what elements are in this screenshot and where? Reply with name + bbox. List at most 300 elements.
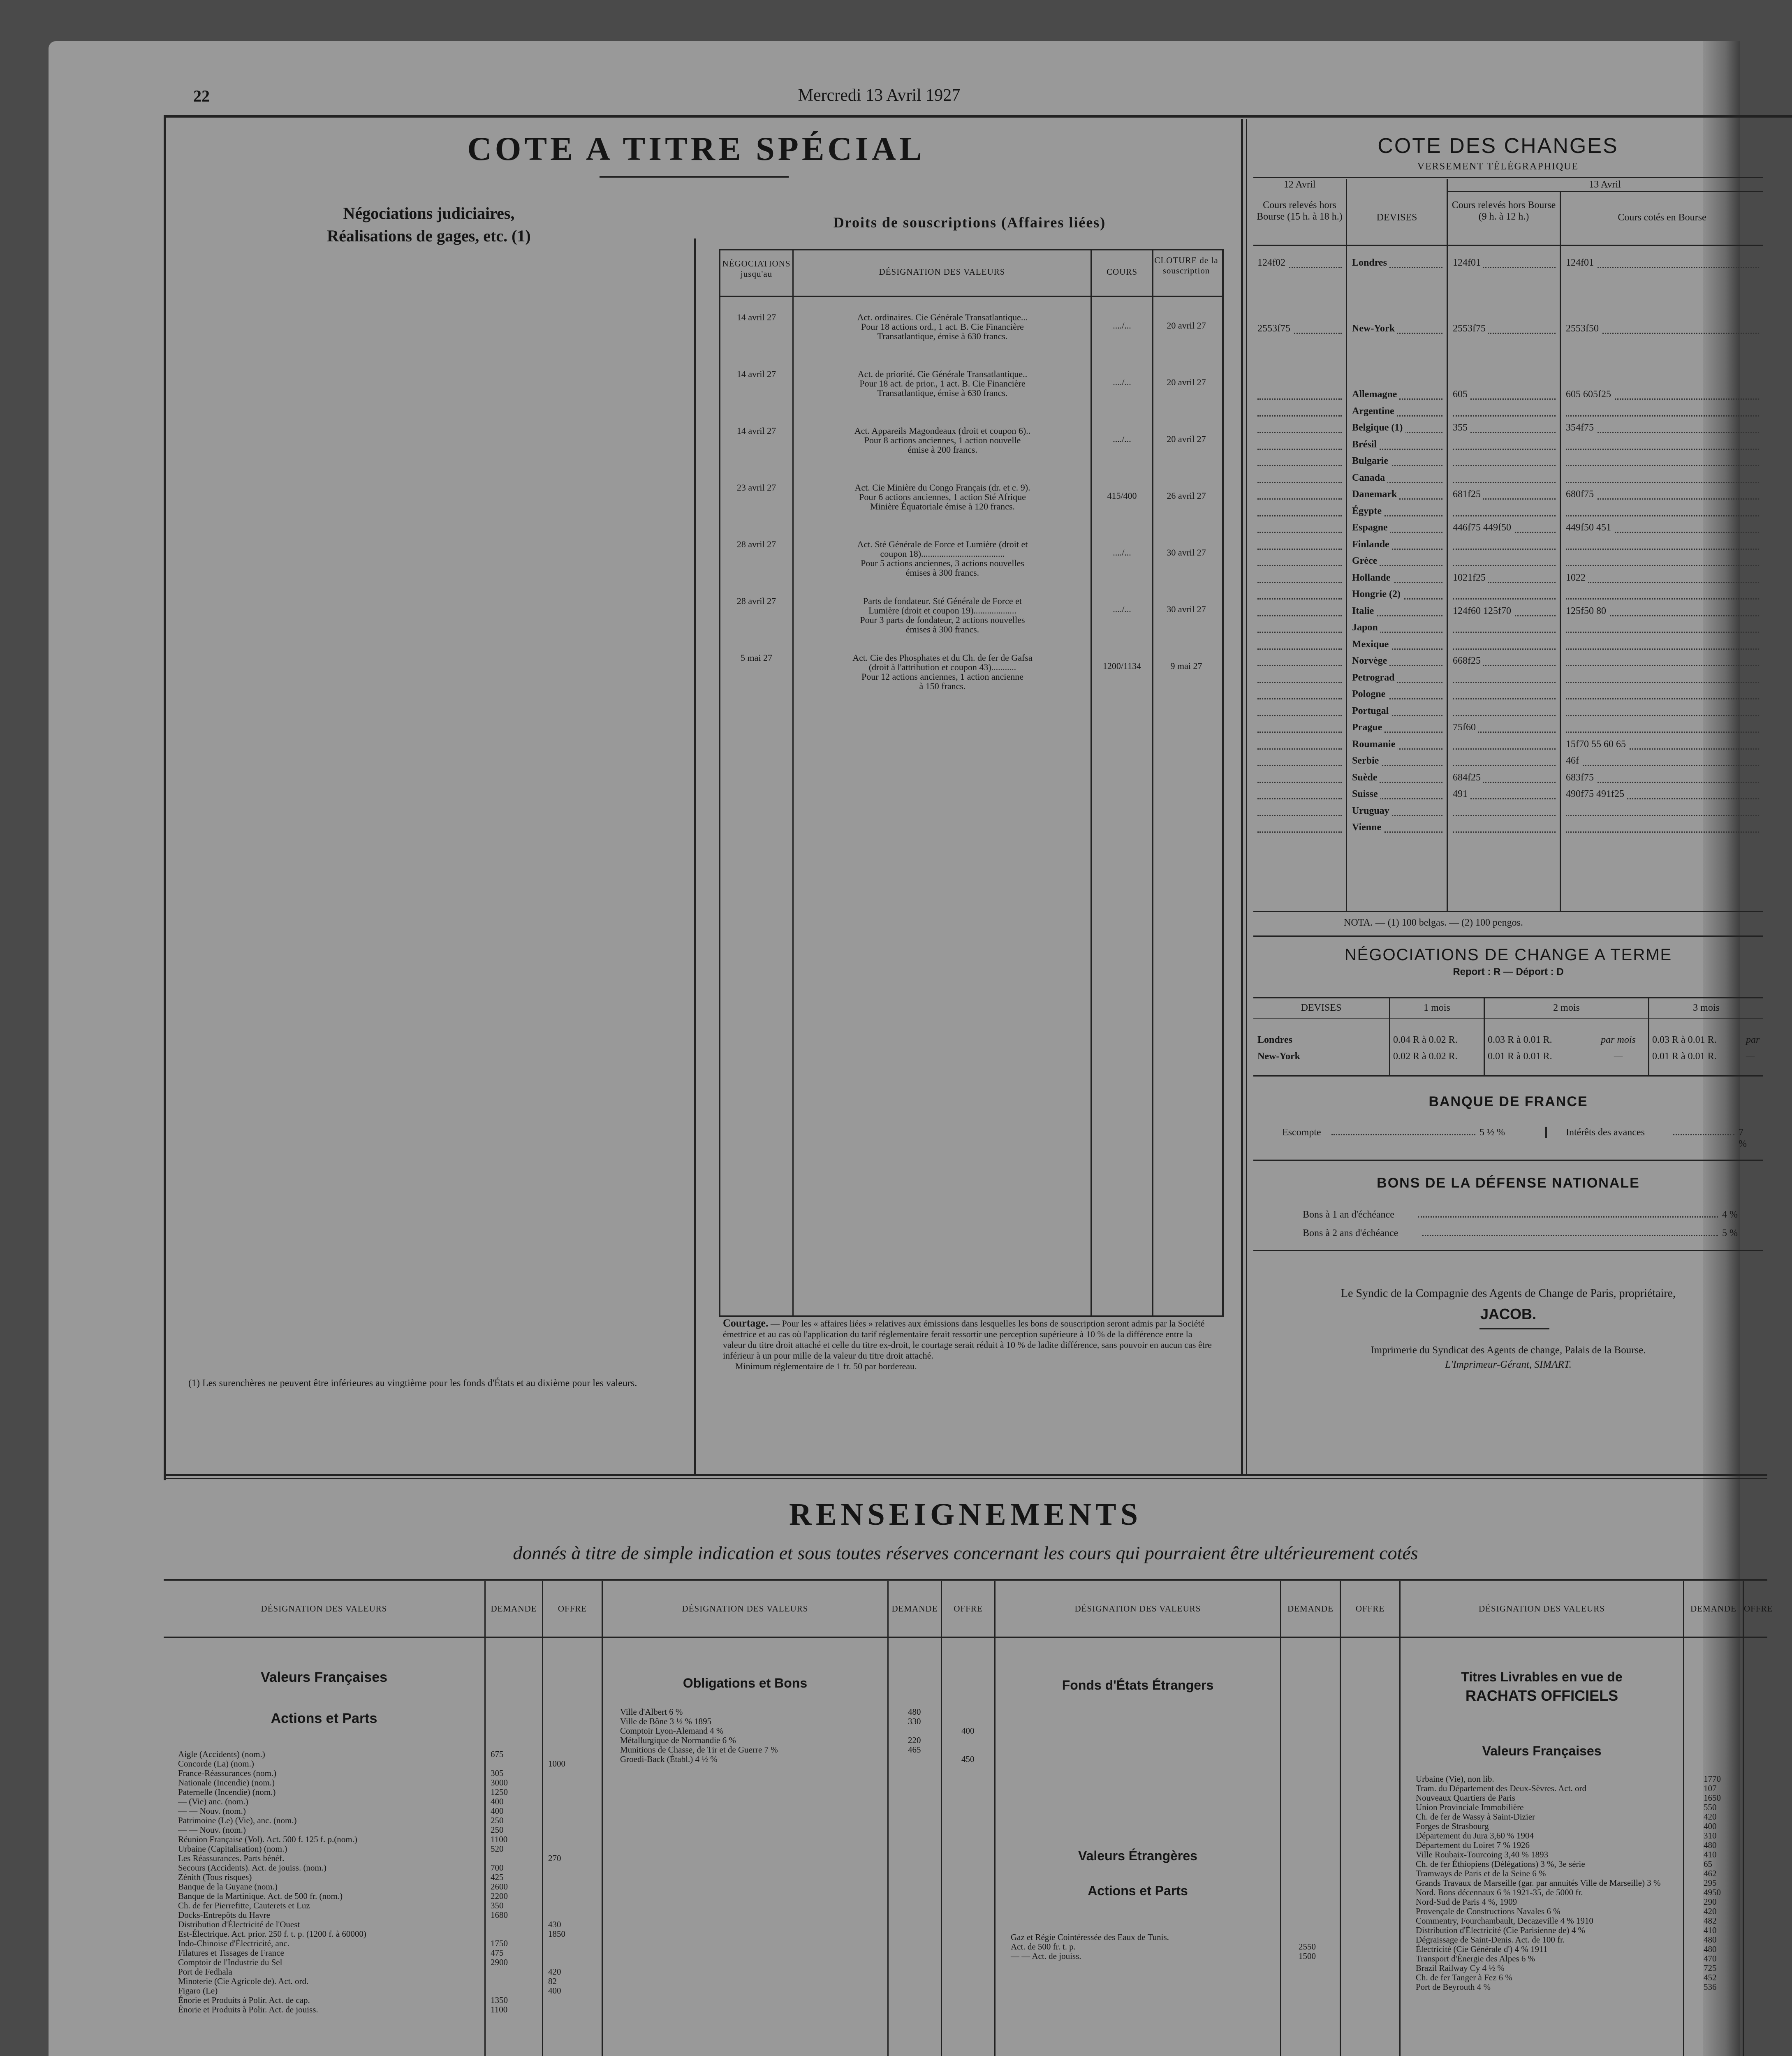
droits-row-line: Pour 3 parts de fondateur, 2 actions nouvelles — [860, 615, 1025, 625]
banque-avances-value: 7 % — [1739, 1127, 1747, 1149]
droits-row-cours: ..../... — [1113, 547, 1131, 558]
droits-row-line: Act. Sté Générale de Force et Lumière (droit et — [857, 539, 1028, 549]
banque-escompte-label: Escompte — [1282, 1127, 1321, 1138]
changes-row-dots-1 — [1257, 482, 1342, 483]
list-item — [178, 1844, 602, 1854]
list-item — [178, 1759, 602, 1769]
droits-row-cloture: 20 avril 27 — [1167, 320, 1206, 331]
changes-row — [1253, 605, 1763, 619]
r-col1-heading1: Valeurs Françaises — [260, 1669, 388, 1685]
list-item-demande: 470 — [1704, 1954, 1717, 1963]
list-item-demande: 250 — [491, 1815, 504, 1825]
droits-row-cours: ..../... — [1113, 377, 1131, 387]
changes-row-devise: Grèce — [1352, 555, 1380, 567]
droits-col-designation: DÉSIGNATION DES VALEURS — [879, 267, 1005, 277]
droits-col-rule-2 — [1090, 250, 1092, 1315]
list-item — [178, 1769, 602, 1778]
changes-nota: NOTA. — (1) 100 belgas. — (2) 100 pengos. — [1344, 917, 1523, 928]
list-item — [178, 1948, 602, 1958]
changes-bottom-rule — [1253, 911, 1763, 912]
changes-row-dots-1 — [1257, 798, 1342, 799]
list-item — [178, 1882, 602, 1892]
syndic-rule — [1479, 1328, 1549, 1329]
list-item-name: Comptoir de l'Industrie du Sel — [178, 1957, 282, 1967]
changes-row — [1253, 572, 1763, 586]
changes-row-dots-1 — [1257, 615, 1342, 616]
changes-row-dots-1 — [1257, 565, 1342, 566]
r-col2-heading: Obligations et Bons — [683, 1676, 808, 1690]
list-item-demande: 2200 — [491, 1891, 508, 1901]
r-col3-heading3: Actions et Parts — [1088, 1883, 1188, 1898]
droits-row-line: Pour 8 actions anciennes, 1 action nouvelle — [864, 435, 1021, 445]
r-col2-designation: DÉSIGNATION DES VALEURS — [682, 1604, 808, 1614]
changes-row-devise: Prague — [1352, 722, 1385, 733]
list-item-name: Distribution d'Électricité de l'Ouest — [178, 1919, 300, 1929]
changes-row-dots-1 — [1257, 815, 1342, 816]
banque-dots-2 — [1673, 1134, 1734, 1135]
bons-dots-1 — [1418, 1216, 1718, 1218]
list-item — [178, 1892, 602, 1901]
bons-row1-label: Bons à 1 an d'échéance — [1303, 1209, 1394, 1220]
list-item-demande: 480 — [1704, 1944, 1717, 1954]
list-item-demande: 330 — [908, 1716, 921, 1726]
page-date: Mercredi 13 Avril 1927 — [798, 86, 961, 105]
changes-row-dots-3 — [1453, 449, 1556, 450]
list-item-offre: 1850 — [548, 1929, 565, 1939]
list-item — [620, 1717, 994, 1726]
list-item-demande: 725 — [1704, 1963, 1717, 1973]
changes-row-c4: 449f50 451 — [1566, 522, 1614, 533]
r-col2-list — [620, 1707, 994, 1764]
list-item — [178, 1825, 602, 1835]
list-item — [178, 1958, 602, 1967]
renseignements-header-rule — [164, 1637, 1767, 1638]
changes-row — [1253, 655, 1763, 669]
droits-row-line: Act. ordinaires. Cie Générale Transatlantique... — [857, 312, 1028, 322]
list-item-demande: 520 — [491, 1844, 504, 1854]
changes-row-dots-1 — [1257, 532, 1342, 533]
droits-row-line: Act. Cie des Phosphates et du Ch. de fer de Gafsa — [852, 653, 1033, 663]
list-item-name: Transport d'Énergie des Alpes 6 % — [1416, 1954, 1535, 1963]
list-item — [178, 1910, 602, 1920]
changes-row-dots-1 — [1257, 498, 1342, 500]
changes-row-devise: Vienne — [1352, 822, 1384, 833]
list-item — [178, 1863, 602, 1873]
changes-row-c3: 681f25 — [1453, 489, 1483, 500]
list-item — [178, 1750, 602, 1759]
list-item-name: Minoterie (Cie Agricole de). Act. ord. — [178, 1976, 309, 1986]
droits-col-cloture: CLOTURE de la souscription — [1154, 255, 1218, 276]
list-item-demande: 462 — [1704, 1868, 1717, 1878]
droits-row-line: Act. Appareils Magondeaux (droit et coupon 6).. — [854, 426, 1031, 436]
list-item-demande: 400 — [1704, 1821, 1717, 1831]
droits-row-line: Pour 12 actions anciennes, 1 action ancienne — [861, 671, 1024, 682]
changes-row-devise: Danemark — [1352, 489, 1399, 500]
changes-row-dots-3 — [1453, 482, 1556, 483]
list-item — [178, 1939, 602, 1948]
changes-row — [1253, 472, 1763, 486]
list-item — [178, 1873, 602, 1882]
changes-row-dots-4 — [1566, 515, 1759, 516]
list-item — [1416, 1784, 1743, 1793]
list-item-offre: 270 — [548, 1853, 561, 1863]
droits-col-rule-1 — [792, 250, 794, 1315]
changes-row — [1253, 755, 1763, 769]
changes-row-dots-1 — [1257, 432, 1342, 433]
changes-row-c4: 46f — [1566, 755, 1581, 766]
list-item-offre: 82 — [548, 1976, 557, 1986]
list-item-demande: 480 — [1704, 1935, 1717, 1945]
changes-row — [1253, 405, 1763, 419]
list-item-name: Secours (Accidents). Act. de jouiss. (nom.) — [178, 1863, 327, 1873]
changes-row — [1253, 539, 1763, 553]
droits-row-date: 14 avril 27 — [736, 426, 776, 436]
list-item — [1416, 1907, 1743, 1916]
list-item-name: Act. de 500 fr. t. p. — [1011, 1942, 1076, 1952]
changes-row-c4: 605 605f25 — [1566, 389, 1614, 400]
changes-row — [1253, 588, 1763, 602]
changes-row-dots-1 — [1257, 765, 1342, 766]
courtage-note — [723, 1318, 1216, 1372]
changes-row-dots-1 — [1257, 698, 1342, 699]
changes-col-4: Cours cotés en Bourse — [1618, 212, 1706, 223]
list-item — [178, 1967, 602, 1977]
list-item-offre: 1000 — [548, 1759, 565, 1769]
changes-row-dots-3 — [1453, 748, 1556, 750]
changes-row — [1253, 822, 1763, 836]
r-col3-designation: DÉSIGNATION DES VALEURS — [1074, 1604, 1201, 1614]
changes-row-devise: Brésil — [1352, 439, 1379, 450]
changes-row — [1253, 439, 1763, 453]
changes-row — [1253, 722, 1763, 736]
changes-row-dots-3 — [1453, 815, 1556, 816]
changes-row-devise: Espagne — [1352, 522, 1390, 533]
list-item-offre: 430 — [548, 1919, 561, 1929]
list-item-name: Comptoir Lyon-Alemand 4 % — [620, 1726, 724, 1736]
list-item-demande: 65 — [1704, 1859, 1712, 1869]
list-item — [1416, 1982, 1743, 1992]
changes-row — [1253, 422, 1763, 436]
changes-row — [1253, 455, 1763, 469]
list-item-name: Banque de la Martinique. Act. de 500 fr. (nom.) — [178, 1891, 343, 1901]
list-item — [1416, 1897, 1743, 1907]
changes-date2-rule — [1447, 191, 1763, 192]
changes-row-dots-1 — [1257, 398, 1342, 400]
list-item-demande: 4950 — [1704, 1887, 1721, 1897]
droits-col-cours: COURS — [1106, 267, 1138, 277]
changes-row — [1253, 739, 1763, 752]
list-item-offre: 400 — [961, 1726, 975, 1736]
list-item-name: Figaro (Le) — [178, 1986, 218, 1996]
changes-row-devise: Serbie — [1352, 755, 1381, 766]
droits-table — [719, 249, 1224, 1317]
r-col1-demande: DEMANDE — [491, 1604, 537, 1614]
list-item — [1416, 1926, 1743, 1935]
list-item-demande: 290 — [1704, 1897, 1717, 1907]
list-item-name: Commentry, Fourchambault, Decazeville 4 % 1910 — [1416, 1916, 1593, 1926]
list-item — [178, 2005, 602, 2014]
changes-row-dots-1 — [1257, 732, 1342, 733]
r-col4-offre: OFFRE — [1744, 1604, 1773, 1614]
changes-row — [1253, 772, 1763, 786]
list-item — [178, 1778, 602, 1787]
list-item-name: Ville de Bône 3 ½ % 1895 — [620, 1716, 712, 1726]
terme-header-rule — [1253, 1018, 1763, 1019]
r-col3-heading2: Valeurs Étrangères — [1078, 1848, 1197, 1863]
list-item-name: Électricité (Cie Générale d') 4 % 1911 — [1416, 1944, 1548, 1954]
list-item — [620, 1707, 994, 1717]
changes-row-dots-4 — [1566, 698, 1759, 699]
list-item-name: Ch. de fer Pierrefitte, Cauterets et Luz — [178, 1901, 310, 1910]
list-item-name: Ch. de fer Éthiopiens (Délégations) 3 %, 3e série — [1416, 1859, 1585, 1869]
changes-row-dots-4 — [1566, 732, 1759, 733]
changes-row-dots-4 — [1566, 815, 1759, 816]
changes-row-c4: 490f75 491f25 — [1566, 788, 1627, 800]
droits-row-line: Parts de fondateur. Sté Générale de Force et — [863, 596, 1022, 606]
changes-row — [1253, 805, 1763, 819]
terme-row-end: — — [1746, 1051, 1755, 1062]
changes-row-dots-1 — [1257, 598, 1342, 600]
list-item — [1416, 1963, 1743, 1973]
left-rule — [164, 115, 166, 1480]
list-item-demande: 1770 — [1704, 1774, 1721, 1784]
list-item — [620, 1736, 994, 1745]
changes-row-dots-1 — [1257, 582, 1342, 583]
list-item-demande: 350 — [491, 1901, 504, 1910]
r-rule-8 — [1340, 1581, 1341, 2056]
r-col1-offre: OFFRE — [558, 1604, 587, 1614]
droits-row-line: Transatlantique, émise à 630 francs. — [877, 388, 1008, 398]
droits-row-cloture: 9 mai 27 — [1170, 661, 1202, 671]
renseignements-subtitle: donnés à titre de simple indication et sous toutes réserves concernant les cours qui pourraient être ultérieurement cotés — [513, 1542, 1418, 1563]
list-item-name: Nord. Bons décennaux 6 % 1921-35, de 5000 fr. — [1416, 1887, 1583, 1897]
list-item-name: Énorie et Produits à Polir. Act. de jouiss. — [178, 2005, 318, 2014]
list-item — [1416, 1822, 1743, 1831]
r-rule-9 — [1399, 1581, 1401, 2056]
changes-row — [1253, 688, 1763, 702]
r-col4-heading1: Titres Livrables en vue de — [1461, 1669, 1623, 1684]
courtage-text: — Pour les « affaires liées » relatives aux émissions dans lesquelles les bons de souscription seront admis par la Société émettrice et au cas où l'application du tarif réglementaire ferait ressortir une perception supérieure à 10 % de la différence entre la valeur du titre droit attaché et celle du titre ex-droit, le courtage serait réduit à 10 % de ladite différence, sans pouvoir en aucun cas être inférieur à un pour mille de la valeur du titre droit attaché. — [723, 1318, 1212, 1361]
droits-row-cloture: 30 avril 27 — [1167, 604, 1206, 614]
changes-top-rule — [1253, 177, 1763, 178]
changes-row-devise: Égypte — [1352, 505, 1384, 517]
droits-row-date: 14 avril 27 — [736, 369, 776, 379]
changes-row-c3: 684f25 — [1453, 772, 1483, 783]
list-item-name: — (Vie) anc. (nom.) — [178, 1797, 248, 1806]
bons-title: BONS DE LA DÉFENSE NATIONALE — [1377, 1175, 1640, 1191]
changes-row-dots-4 — [1566, 648, 1759, 650]
terme-row-2mois: 0.03 R à 0.01 R. — [1488, 1035, 1552, 1045]
changes-table — [1253, 179, 1763, 919]
changes-row-devise: Bulgarie — [1352, 455, 1391, 467]
list-item-name: Forges de Strasbourg — [1416, 1821, 1489, 1831]
list-item-offre: 420 — [548, 1967, 561, 1977]
list-item — [1416, 1793, 1743, 1803]
list-item — [178, 1977, 602, 1986]
bons-row1-value: 4 % — [1722, 1209, 1738, 1220]
droits-row-cours: 415/400 — [1107, 491, 1137, 501]
changes-row-devise: Japon — [1352, 622, 1380, 633]
droits-row-line: Pour 18 actions ord., 1 act. B. Cie Financière — [861, 322, 1024, 332]
list-item-demande: 475 — [491, 1948, 504, 1958]
list-item — [1416, 1831, 1743, 1841]
changes-row — [1253, 323, 1763, 337]
list-item — [1416, 1935, 1743, 1945]
r-col4-demande: DEMANDE — [1690, 1604, 1736, 1614]
terme-row-3mois: 0.01 R à 0.01 R. — [1652, 1051, 1717, 1062]
changes-row-c1: 124f02 — [1257, 257, 1288, 269]
changes-row-dots-4 — [1566, 449, 1759, 450]
negociations-heading-1: Négociations judiciaires, — [343, 204, 515, 222]
droits-row-line: émise à 200 francs. — [908, 445, 977, 455]
list-item — [178, 1920, 602, 1929]
changes-row-dots-3 — [1453, 831, 1556, 833]
list-item-name: Ch. de fer Tanger à Fez 6 % — [1416, 1973, 1512, 1982]
r-col2-demande: DEMANDE — [891, 1604, 938, 1614]
droits-row-cours: ..../... — [1113, 604, 1131, 614]
changes-row — [1253, 622, 1763, 636]
changes-row — [1253, 257, 1763, 271]
changes-row-devise: Uruguay — [1352, 805, 1392, 817]
list-item — [178, 1816, 602, 1825]
changes-row-c4: 354f75 — [1566, 422, 1596, 433]
droits-row-line: coupon 18)..................................... — [880, 549, 1005, 559]
changes-row — [1253, 705, 1763, 719]
changes-row-c3: 355 — [1453, 422, 1470, 433]
changes-row — [1253, 522, 1763, 536]
list-item — [178, 1806, 602, 1816]
renseignements-title: RENSEIGNEMENTS — [789, 1497, 1142, 1532]
r-rule-6 — [994, 1581, 996, 2056]
terme-row-1mois: 0.02 R à 0.02 R. — [1393, 1051, 1458, 1062]
list-item-name: Patrimoine (Le) (Vie), anc. (nom.) — [178, 1815, 297, 1825]
banque-dots-1 — [1331, 1134, 1475, 1135]
list-item-demande: 1100 — [491, 1834, 508, 1844]
r-col4-list-a — [1416, 1774, 1743, 1992]
droits-row-line: émises à 300 francs. — [905, 567, 979, 578]
list-item-name: Port de Beyrouth 4 % — [1416, 1982, 1491, 1992]
changes-row-dots-3 — [1453, 765, 1556, 766]
section-separator — [164, 1474, 1767, 1476]
list-item-demande: 550 — [1704, 1802, 1717, 1812]
page-number: 22 — [193, 87, 210, 105]
changes-row-c3: 75f60 — [1453, 722, 1478, 733]
changes-row-c1: 2553f75 — [1257, 323, 1293, 334]
droits-row-line: Pour 18 act. de prior., 1 act. B. Cie Financière — [859, 378, 1026, 389]
droits-row-line: émises à 300 francs. — [905, 624, 979, 634]
terme-col-2mois: 2 mois — [1553, 1003, 1580, 1013]
changes-col-3: Cours relevés hors Bourse (9 h. à 12 h.) — [1452, 200, 1556, 222]
changes-row-devise: Hongrie (2) — [1352, 588, 1403, 600]
list-item-demande: 310 — [1704, 1831, 1717, 1841]
terme-table — [1253, 997, 1763, 1079]
list-item-demande: 305 — [491, 1768, 504, 1778]
banque-escompte-value: 5 ½ % — [1479, 1127, 1505, 1138]
changes-row-devise: Norvège — [1352, 655, 1389, 667]
changes-row-c3: 491 — [1453, 788, 1470, 800]
list-item-demande: 675 — [491, 1749, 504, 1759]
r-rule-7 — [1280, 1581, 1281, 2056]
banque-avances-label: Intérêts des avances — [1566, 1127, 1645, 1138]
changes-row-dots-3 — [1453, 415, 1556, 417]
list-item — [1416, 1869, 1743, 1878]
r-rule-3 — [602, 1581, 603, 2056]
changes-row — [1253, 672, 1763, 686]
list-item-demande: 480 — [908, 1707, 921, 1717]
droits-row-cloture: 20 avril 27 — [1167, 377, 1206, 387]
changes-row-devise: Argentine — [1352, 405, 1397, 417]
list-item — [1416, 1841, 1743, 1850]
list-item-name: Ville Roubaix-Tourcoing 3,40 % 1893 — [1416, 1850, 1549, 1859]
list-item-name: — — Act. de jouiss. — [1011, 1951, 1081, 1961]
list-item-demande: 400 — [491, 1797, 504, 1806]
changes-row — [1253, 505, 1763, 519]
changes-row-dots-3 — [1453, 632, 1556, 633]
terme-top-rule — [1253, 997, 1763, 998]
changes-row-dots-1 — [1257, 549, 1342, 550]
changes-row-c4: 125f50 80 — [1566, 605, 1609, 617]
list-item — [1416, 1888, 1743, 1897]
list-item — [1416, 1916, 1743, 1926]
terme-row-note: — — [1614, 1051, 1623, 1062]
changes-row — [1253, 639, 1763, 653]
changes-row-dots-4 — [1566, 582, 1759, 583]
changes-row-c4: 1022 — [1566, 572, 1588, 583]
list-item — [620, 1726, 994, 1736]
list-item-name: Gaz et Régie Cointéressée des Eaux de Tunis. — [1011, 1932, 1169, 1942]
list-item-name: France-Réassurances (nom.) — [178, 1768, 277, 1778]
changes-row-devise: Mexique — [1352, 639, 1391, 650]
changes-row-devise: Pologne — [1352, 688, 1388, 700]
syndic-line3: L'Imprimeur-Gérant, SIMART. — [1445, 1359, 1572, 1370]
list-item-demande: 420 — [1704, 1906, 1717, 1916]
r-col1-heading2: Actions et Parts — [271, 1711, 377, 1726]
terme-row-1mois: 0.04 R à 0.02 R. — [1393, 1035, 1458, 1045]
renseignements-top-rule — [164, 1579, 1767, 1581]
changes-row-dots-1 — [1257, 782, 1342, 783]
changes-row-dots-4 — [1566, 765, 1759, 766]
list-item-demande: 295 — [1704, 1878, 1717, 1888]
droits-row-line: Transatlantique, émise à 630 francs. — [877, 331, 1008, 341]
changes-row-devise: Suède — [1352, 772, 1380, 783]
list-item-name: Nouveaux Quartiers de Paris — [1416, 1793, 1516, 1803]
changes-row-c3: 1021f25 — [1453, 572, 1488, 583]
changes-row-dots-1 — [1257, 465, 1342, 466]
list-item-name: Département du Loiret 7 % 1926 — [1416, 1840, 1530, 1850]
changes-date-1: 12 Avril — [1283, 179, 1316, 190]
changes-row-c3: 446f75 449f50 — [1453, 522, 1514, 533]
bons-row2-label: Bons à 2 ans d'échéance — [1303, 1228, 1398, 1239]
r-col2-offre: OFFRE — [954, 1604, 983, 1614]
changes-row-devise: Canada — [1352, 472, 1387, 484]
list-item-demande: 425 — [491, 1872, 504, 1882]
list-item — [1416, 1945, 1743, 1954]
list-item-name: Banque de la Guyane (nom.) — [178, 1882, 278, 1892]
r-col1-list — [178, 1750, 602, 2014]
changes-row-dots-1 — [1257, 648, 1342, 650]
changes-row-dots-3 — [1453, 598, 1556, 600]
list-item-name: Réunion Française (Vol). Act. 500 f. 125 f. p.(nom.) — [178, 1834, 357, 1844]
changes-row — [1253, 788, 1763, 802]
changes-row-dots-4 — [1566, 831, 1759, 833]
list-item-name: Groedi-Back (Établ.) 4 ½ % — [620, 1754, 718, 1764]
list-item-name: Urbaine (Vie), non lib. — [1416, 1774, 1494, 1784]
bons-row2-value: 5 % — [1722, 1228, 1738, 1239]
changes-row-dots-4 — [1566, 632, 1759, 633]
changes-row-dots-3 — [1453, 515, 1556, 516]
middle-rule-2 — [1246, 119, 1247, 1476]
list-item-name: Énorie et Produits à Polir. Act. de cap. — [178, 1995, 310, 2005]
